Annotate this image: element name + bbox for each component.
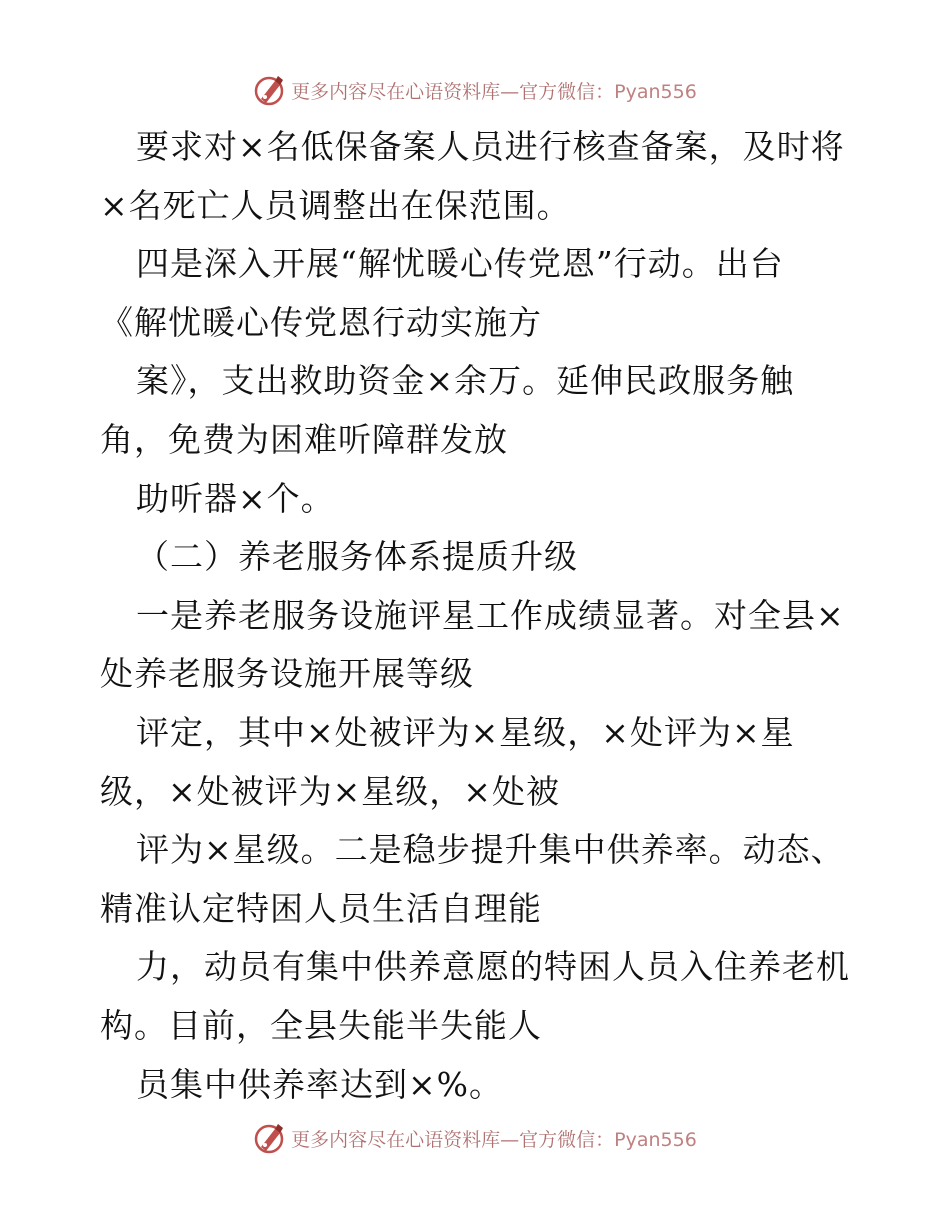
watermark-text: 更多内容尽在心语资料库—官方微信： bbox=[291, 1128, 615, 1151]
text-line: ×名死亡人员调整出在保范围。 bbox=[100, 185, 571, 225]
header-watermark bbox=[0, 72, 950, 108]
text-line: （二）养老服务体系提质升级 bbox=[136, 537, 578, 577]
text-line: 《解忧暖心传党恩行动实施方 bbox=[100, 302, 542, 342]
text-line: 处养老服务设施开展等级 bbox=[100, 654, 474, 694]
text-line: 评定，其中×处被评为×星级，×处评为×星 bbox=[136, 712, 795, 752]
text-line: 一是养老服务设施评星工作成绩显著。对全县× bbox=[136, 595, 845, 635]
text-line: 角，免费为困难听障群发放 bbox=[100, 419, 508, 459]
footer-watermark bbox=[0, 1120, 950, 1156]
text-line: 员集中供养率达到×%。 bbox=[136, 1064, 504, 1104]
text-line: 要求对×名低保备案人员进行核查备案，及时将 bbox=[136, 127, 845, 166]
watermark-text: 更多内容尽在心语资料库—官方微信： bbox=[291, 80, 615, 103]
text-line: 构。目前，全县失能半失能人 bbox=[100, 1005, 542, 1045]
watermark-id: Pyan556 bbox=[614, 1128, 697, 1151]
pen-logo-icon bbox=[253, 73, 287, 107]
text-line: 案》，支出救助资金×余万。延伸民政服务触 bbox=[136, 361, 795, 401]
watermark-id: Pyan556 bbox=[614, 80, 697, 103]
text-line: 评为×星级。二是稳步提升集中供养率。动态、 bbox=[136, 830, 845, 870]
text-line: 助听器×个。 bbox=[136, 478, 335, 518]
text-line: 级，×处被评为×星级，×处被 bbox=[100, 771, 560, 811]
text-line: 力，动员有集中供养意愿的特困人员入住养老机 bbox=[136, 947, 850, 987]
pen-logo-icon bbox=[253, 1121, 287, 1155]
text-line: 精准认定特困人员生活自理能 bbox=[100, 888, 542, 928]
document-body bbox=[100, 118, 860, 1114]
text-line: 四是深入开展“解忧暖心传党恩”行动。出台 bbox=[136, 244, 784, 284]
